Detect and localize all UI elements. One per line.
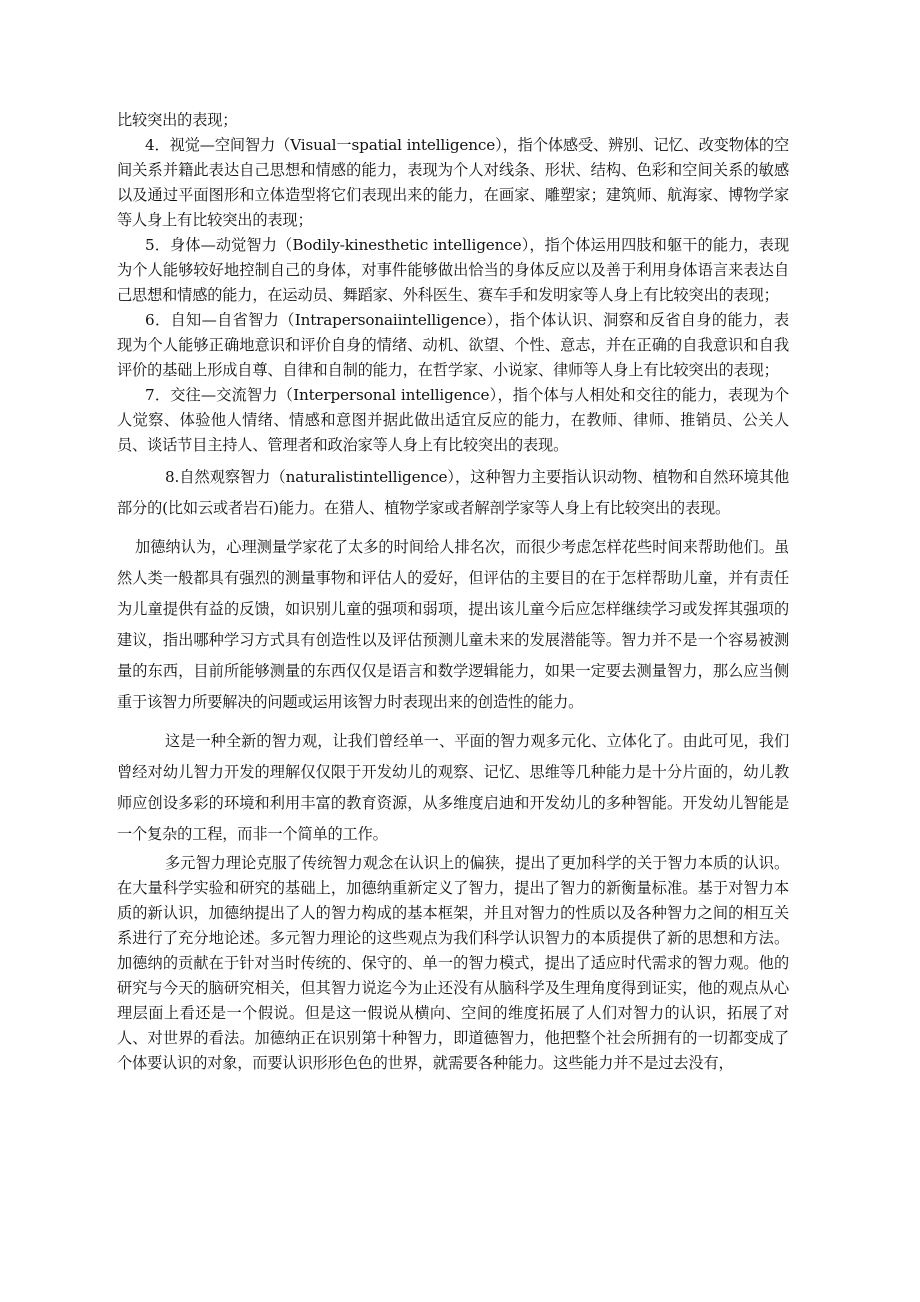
paragraph-naturalist: 8.自然观察智力（naturalistintelligence），这种智力主要指认识动物、植物和自然环境其他部分的(比如云或者岩石)能力。在猎人、植物学家或者解剖学家等人身上有比较突出的表现。: [117, 468, 789, 517]
document-page: [117, 108, 789, 1076]
paragraph-visual-spatial: 4．视觉—空间智力（Visual一spatial intelligence），指个体感受、辨别、记忆、改变物体的空间关系并籍此表达自己思想和情感的能力，表现为个人对线条、形状、结构、色彩和空间关系的敏感以及通过平面图形和立体造型将它们表现出来的能力，在画家、雕塑家；建筑师、航海家、博物学家等人身上有比较突出的表现；: [117, 136, 789, 229]
paragraph-new-intelligence-view: 这是一种全新的智力观，让我们曾经单一、平面的智力观多元化、立体化了。由此可见，我们曾经对幼儿智力开发的理解仅仅限于开发幼儿的观察、记忆、思维等几种能力是十分片面的，幼儿教师应创设多彩的环境和利用丰富的教育资源，从多维度启迪和开发幼儿的多种智能。开发幼儿智能是一个复杂的工程，而非一个简单的工作。: [117, 732, 789, 843]
paragraph-continuation: 比较突出的表现；: [117, 111, 238, 129]
paragraph-multiple-intelligence-theory: 多元智力理论克服了传统智力观念在认识上的偏狭，提出了更加科学的关于智力本质的认识。在大量科学实验和研究的基础上，加德纳重新定义了智力，提出了智力的新衡量标准。基于对智力本质的新认识，加德纳提出了人的智力构成的基本框架，并且对智力的性质以及各种智力之间的相互关系进行了充分地论述。多元智力理论的这些观点为我们科学认识智力的本质提供了新的思想和方法。加德纳的贡献在于针对当时传统的、保守的、单一的智力模式，提出了适应时代需求的智力观。他的研究与今天的脑研究相关，但其智力说迄今为止还没有从脑科学及生理角度得到证实，他的观点从心理层面上看还是一个假说。但是这一假说从横向、空间的维度拓展了人们对智力的认识，拓展了对人、对世界的看法。加德纳正在识别第十种智力，即道德智力，他把整个社会所拥有的一切都变成了个体要认识的对象，而要认识形形色色的世界，就需要各种能力。这些能力并不是过去没有，: [117, 854, 789, 1072]
paragraph-bodily-kinesthetic: 5．身体—动觉智力（Bodily-kinesthetic intelligence），指个体运用四肢和躯干的能力，表现为个人能够较好地控制自己的身体，对事件能够做出恰当的身体反应以及善于利用身体语言来表达自己思想和情感的能力，在运动员、舞蹈家、外科医生、赛车手和发明家等人身上有比较突出的表现；: [117, 236, 789, 304]
paragraph-gardner-assessment: 加德纳认为，心理测量学家花了太多的时间给人排名次，而很少考虑怎样花些时间来帮助他们。虽然人类一般都具有强烈的测量事物和评估人的爱好，但评估的主要目的在于怎样帮助儿童，并有责任为儿童提供有益的反馈，如识别儿童的强项和弱项，提出该儿童今后应怎样继续学习或发挥其强项的建议，指出哪种学习方式具有创造性以及评估预测儿童未来的发展潜能等。智力并不是一个容易被测量的东西，目前所能够测量的东西仅仅是语言和数学逻辑能力，如果一定要去测量智力，那么应当侧重于该智力所要解决的问题或运用该智力时表现出来的创造性的能力。: [117, 538, 789, 711]
paragraph-interpersonal: 7．交往—交流智力（Interpersonal intelligence），指个体与人相处和交往的能力，表现为个人觉察、体验他人情绪、情感和意图并据此做出适宜反应的能力，在教师、律师、推销员、公关人员、谈话节目主持人、管理者和政治家等人身上有比较突出的表现。: [117, 386, 789, 454]
paragraph-intrapersonal: 6．自知—自省智力（Intrapersonaiintelligence），指个体认识、洞察和反省自身的能力，表现为个人能够正确地意识和评价自身的情绪、动机、欲望、个性、意志，并在正确的自我意识和自我评价的基础上形成自尊、自律和自制的能力，在哲学家、小说家、律师等人身上有比较突出的表现；: [117, 311, 789, 379]
